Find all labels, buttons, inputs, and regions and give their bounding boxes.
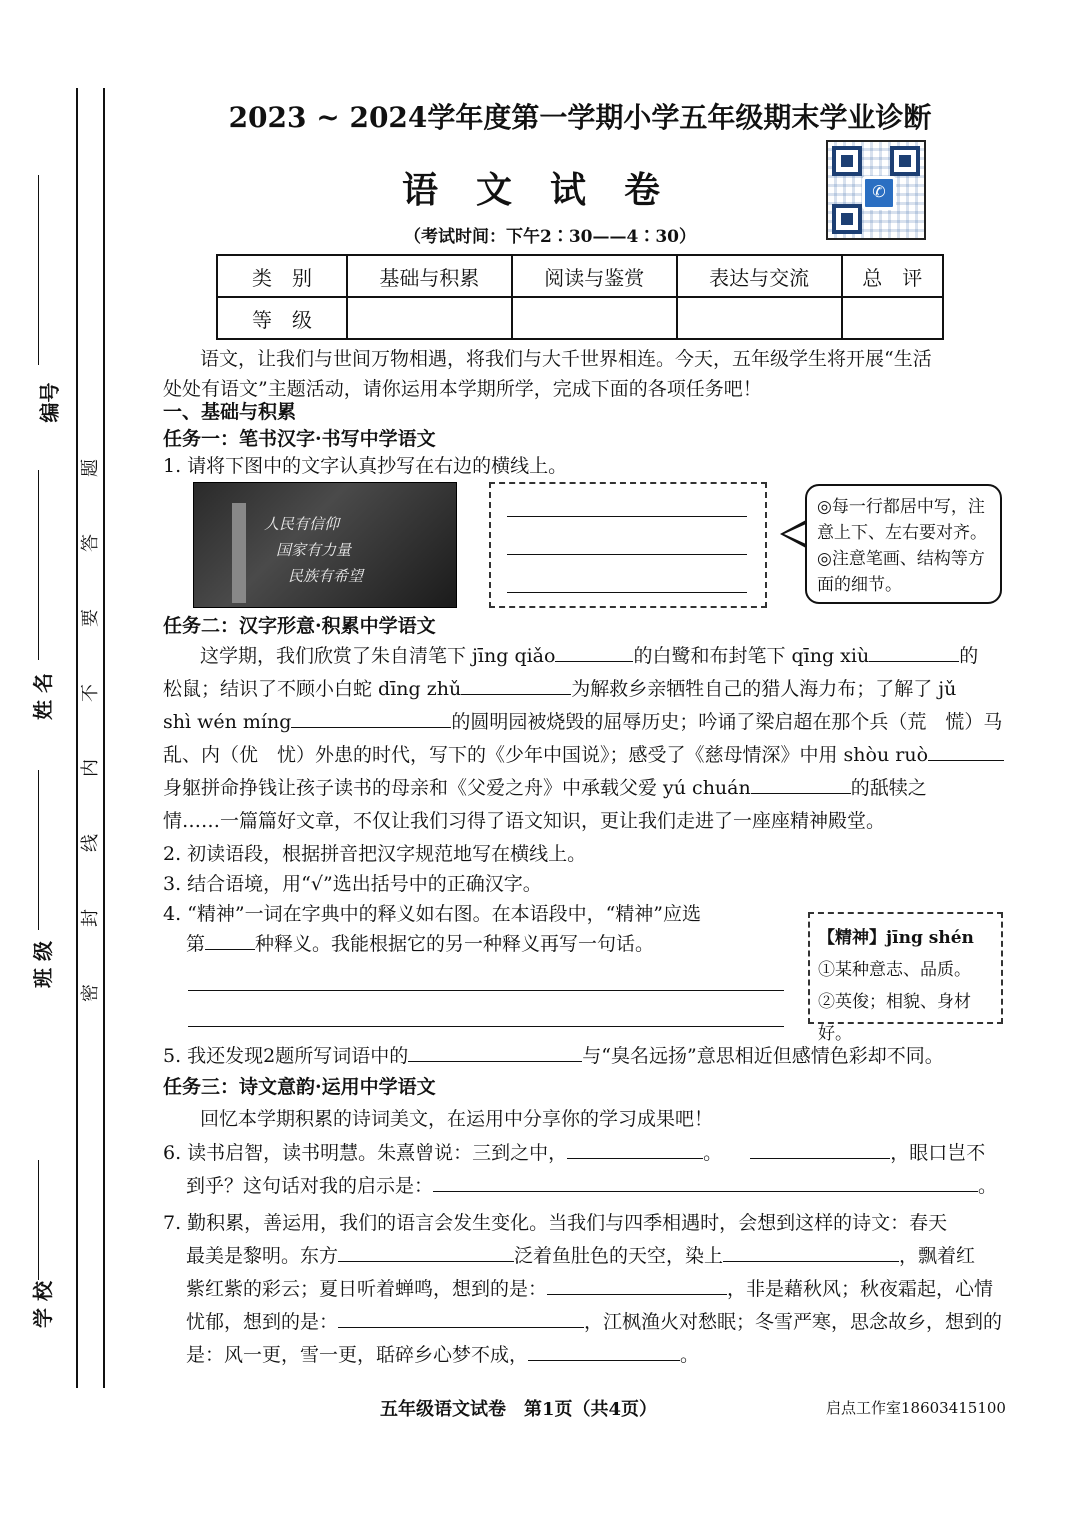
grade-header-cell: 总 评 <box>842 255 943 297</box>
question-7-line: 紫红紫的彩云；夏日听着蝉鸣，想到的是： ，非是藉秋风；秋夜霜起，心情 <box>186 1273 993 1305</box>
number-field[interactable] <box>38 175 39 365</box>
question-5: 5. 我还发现2题所写词语中的 与“臭名远扬”意思相近但感情色彩却不同。 <box>163 1040 944 1072</box>
question-7: 7. 勤积累，善运用，我们的语言会发生变化。当我们与四季相遇时，会想到这样的诗文：春天 <box>163 1212 948 1234</box>
blank[interactable] <box>928 740 1004 761</box>
question-1: 1. 请将下图中的文字认真抄写在右边的横线上。 <box>163 455 568 477</box>
writing-tips-bubble <box>805 484 1002 604</box>
seal-char: 题 <box>80 459 101 477</box>
answer-line[interactable] <box>188 1026 784 1027</box>
copy-line[interactable] <box>507 592 747 593</box>
question-2: 2. 初读语段，根据拼音把汉字规范地写在横线上。 <box>163 843 587 865</box>
copy-writing-box <box>489 482 767 608</box>
blank[interactable] <box>291 707 451 728</box>
blank[interactable] <box>338 1307 584 1328</box>
blank[interactable] <box>408 1041 582 1062</box>
seal-char: 不 <box>80 684 101 702</box>
calligraphy-photo <box>193 482 457 608</box>
grade-header-cell: 表达与交流 <box>677 255 842 297</box>
question-7-line: 是：风一更，雪一更，聒碎乡心梦不成， 。 <box>186 1339 699 1371</box>
photo-text: 国家有力量 <box>276 541 352 559</box>
qr-code-icon[interactable]: ✆ <box>826 140 926 240</box>
blank[interactable] <box>751 773 851 794</box>
passage-line: 这学期，我们欣赏了朱自清笔下 jīng qiǎo 的白鹭和布封笔下 qīng xiù 的 <box>200 640 978 672</box>
blank[interactable] <box>205 929 255 950</box>
passage-line: 身躯拼命挣钱让孩子读书的母亲和《父爱之舟》中承载父爱 yú chuán 的舐犊之 <box>163 772 927 804</box>
question-4-line2: 第 种释义。我能根据它的另一种释义再写一句话。 <box>186 928 654 960</box>
definition-item: ①某种意志、品质。 <box>818 960 971 980</box>
seal-char: 线 <box>80 834 101 852</box>
subject-title: 语文试卷 <box>401 169 698 211</box>
tip-text: ◎每一行都居中写，注意上下、左右要对齐。 <box>817 497 987 543</box>
margin-line-solid <box>103 88 105 1388</box>
question-6-line2: 到乎？这句话对我的启示是： 。 <box>186 1170 997 1202</box>
task1-title: 任务一：笔书汉字·书写中学语文 <box>163 428 436 450</box>
exam-time: （考试时间：下午2∶30——4∶30） <box>404 227 696 247</box>
grade-cell[interactable] <box>677 297 842 339</box>
blank[interactable] <box>433 1171 978 1192</box>
name-field[interactable] <box>38 470 39 660</box>
page-footer: 五年级语文试卷 第1页（共4页） <box>380 1399 658 1420</box>
copy-line[interactable] <box>507 516 747 517</box>
grade-cell[interactable] <box>347 297 512 339</box>
intro-line: 语文，让我们与世间万物相遇，将我们与大千世界相连。今天，五年级学生将开展“生活 <box>200 348 932 370</box>
seal-char: 要 <box>80 609 101 627</box>
blank[interactable] <box>567 1138 703 1159</box>
grade-table <box>216 254 944 340</box>
blank[interactable] <box>723 1241 899 1262</box>
exam-title: 2023 ~ 2024学年度第一学期小学五年级期末学业诊断 <box>228 101 932 134</box>
blank[interactable] <box>869 641 959 662</box>
blank[interactable] <box>547 1274 727 1295</box>
task3-title: 任务三：诗文意韵·运用中学语文 <box>163 1076 436 1098</box>
passage-line: shì wén míng 的圆明园被烧毁的屈辱历史；吟诵了梁启超在那个兵（荒 慌）马 <box>163 706 1002 738</box>
seal-char: 内 <box>80 759 101 777</box>
school-label: 学 校 <box>30 1281 55 1328</box>
task3-intro: 回忆本学期积累的诗词美文，在运用中分享你的学习成果吧！ <box>200 1108 714 1130</box>
definition-item: ②英俊；相貌、身材好。 <box>818 992 971 1044</box>
studio-watermark: 启点工作室18603415100 <box>826 1399 1006 1417</box>
blank[interactable] <box>528 1340 680 1361</box>
grade-cell[interactable] <box>512 297 677 339</box>
photo-text: 民族有希望 <box>288 567 364 585</box>
answer-line[interactable] <box>188 990 784 991</box>
passage-line: 情……一篇篇好文章，不仅让我们习得了语文知识，更让我们走进了一座座精神殿堂。 <box>163 810 886 832</box>
dictionary-definition-box <box>808 912 1003 1044</box>
class-field[interactable] <box>38 770 39 930</box>
question-4: 4. “精神”一词在字典中的释义如右图。在本语段中，“精神”应选 <box>163 903 702 925</box>
grade-header-cell: 阅读与鉴赏 <box>512 255 677 297</box>
question-3: 3. 结合语境，用“√”选出括号中的正确汉字。 <box>163 873 542 895</box>
blank[interactable] <box>461 674 571 695</box>
class-label: 班 级 <box>30 941 55 988</box>
intro-line: 处处有语文”主题活动，请你运用本学期所学，完成下面的各项任务吧！ <box>163 378 762 400</box>
copy-line[interactable] <box>507 554 747 555</box>
seal-char: 答 <box>80 534 101 552</box>
blank[interactable] <box>750 1138 890 1159</box>
name-label: 姓 名 <box>30 673 55 720</box>
definition-head: 【精神】jīng shén <box>818 928 974 948</box>
grade-header-cell: 基础与积累 <box>347 255 512 297</box>
grade-cell[interactable] <box>842 297 943 339</box>
photo-text: 人民有信仰 <box>264 515 340 533</box>
grade-row-label: 等 级 <box>217 297 347 339</box>
number-label: 编号 <box>37 382 62 423</box>
question-6: 6. 读书启智，读书明慧。朱熹曾说：三到之中， 。 ，眼口岂不 <box>163 1137 985 1169</box>
task2-title: 任务二：汉字形意·积累中学语文 <box>163 615 436 637</box>
tip-text: ◎注意笔画、结构等方面的细节。 <box>817 549 985 595</box>
grade-header-cell: 类 别 <box>217 255 347 297</box>
blank[interactable] <box>555 641 633 662</box>
seal-char: 封 <box>80 909 101 927</box>
margin-line-dotted <box>76 88 78 1388</box>
question-7-line: 最美是黎明。东方 泛着鱼肚色的天空，染上 ，飘着红 <box>186 1240 975 1272</box>
question-7-line: 忧郁，想到的是： ，江枫渔火对愁眠；冬雪严寒，思念故乡，想到的 <box>186 1306 1002 1338</box>
passage-line: 乱、内（优 忧）外患的时代，写下的《少年中国说》；感受了《慈母情深》中用 shòu ruò <box>163 739 1004 771</box>
blank[interactable] <box>338 1241 514 1262</box>
passage-line: 松鼠；结识了不顾小白蛇 dīng zhǔ 为解救乡亲牺牲自己的猎人海力布；了解了 jǔ <box>163 673 956 705</box>
school-field[interactable] <box>38 1160 39 1280</box>
seal-char: 密 <box>80 984 101 1002</box>
section-heading: 一、基础与积累 <box>163 401 297 423</box>
